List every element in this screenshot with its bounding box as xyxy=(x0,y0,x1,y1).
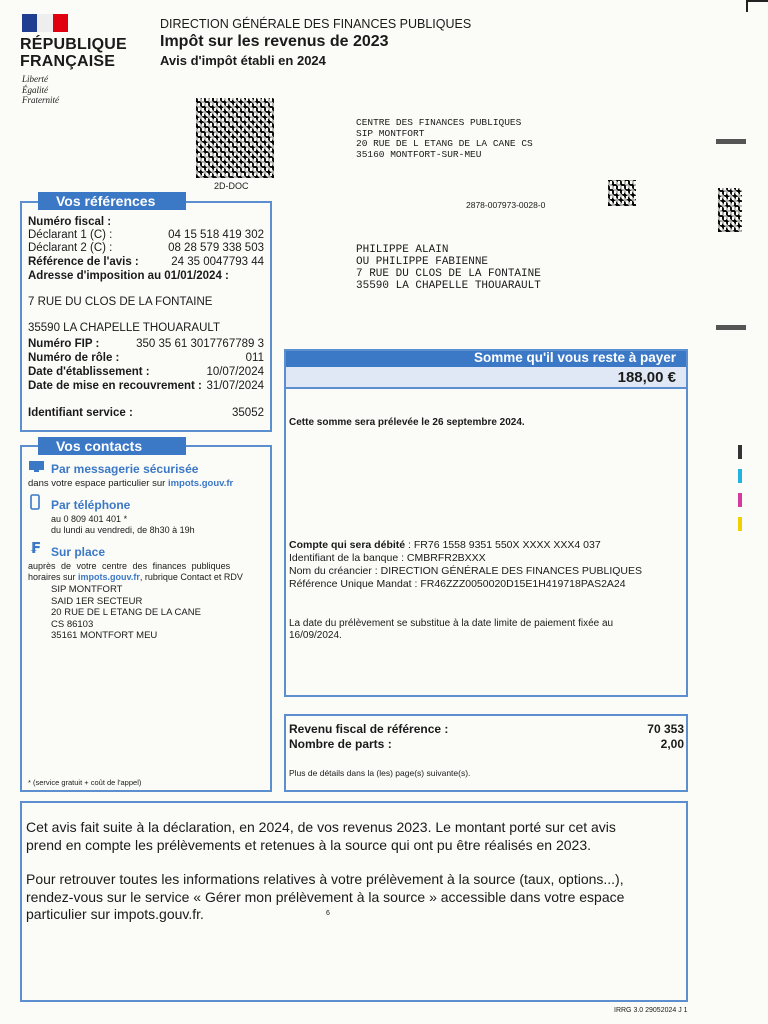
footer-code: IRRG 3.0 29052024 J 1 xyxy=(614,1007,688,1014)
impots-link-place[interactable]: impots.gouv.fr xyxy=(78,572,140,582)
details-note: Plus de détails dans la (les) page(s) suivante(s). xyxy=(289,768,471,778)
notice-paragraph-2: Pour retrouver toutes les informations relatives à votre prélèvement à la source (taux, options...), rendez-vous sur le service « Gérer mon prélèvement à la source » accessible dans votre espace particulier sur impots.gouv.fr. xyxy=(26,871,625,922)
service-label: Identifiant service : xyxy=(28,407,133,419)
adresse-label: Adresse d'imposition au 01/01/2024 : xyxy=(28,270,229,282)
messagerie-title: Par messagerie sécurisée xyxy=(51,462,199,476)
debit-notice: Cette somme sera prélevée le 26 septembre 2024. xyxy=(289,417,525,428)
sender-address: CENTRE DES FINANCES PUBLIQUES SIP MONTFORT 20 RUE DE L ETANG DE LA CANE CS 35160 MONTFORT-SUR-MEU xyxy=(356,117,533,160)
page-title: Impôt sur les revenus de 2023 xyxy=(160,33,389,50)
etab-label: Date d'établissement : xyxy=(28,366,150,378)
creditor-name: Nom du créancier : DIRECTION GÉNÉRALE DES FINANCES PUBLIQUES xyxy=(289,565,643,577)
corner-mark xyxy=(746,0,768,12)
declarant2-value: 08 28 579 338 503 xyxy=(168,242,264,254)
republic-motto: Liberté Égalité Fraternité xyxy=(22,74,59,105)
edge-barcode xyxy=(718,188,742,232)
telephone-number: au 0 809 401 401 * xyxy=(51,514,128,524)
adresse-line1: 7 RUE DU CLOS DE LA FONTAINE xyxy=(28,296,213,308)
numero-fiscal-label: Numéro fiscal : xyxy=(28,216,112,228)
service-value: 35052 xyxy=(232,407,264,419)
debit-account: Compte qui sera débité : FR76 1558 9351 550X XXXX XXX4 037 xyxy=(289,539,601,551)
messagerie-text: dans votre espace particulier sur impots.gouv.fr xyxy=(28,478,234,489)
declarant2-label: Déclarant 2 (C) : xyxy=(28,242,113,254)
contacts-footnote: * (service gratuit + coût de l'appel) xyxy=(28,778,142,787)
role-value: 011 xyxy=(245,352,264,364)
payment-note-line2: 16/09/2024. xyxy=(289,630,342,641)
payment-box xyxy=(284,349,688,697)
recouv-label: Date de mise en recouvrement : xyxy=(28,380,202,392)
2d-doc-barcode xyxy=(196,98,274,178)
phone-icon xyxy=(30,494,40,510)
references-title: Vos références xyxy=(38,192,186,210)
recouv-value: 31/07/2024 xyxy=(206,380,264,392)
office-address: SIP MONTFORT SAID 1ER SECTEUR 20 RUE DE L ETANG DE LA CANE CS 86103 35161 MONTFORT MEU xyxy=(51,584,201,641)
impots-link[interactable]: impots.gouv.fr xyxy=(167,478,234,489)
place-text1: auprès de votre centre des finances publiques xyxy=(28,561,231,571)
barcode-reference: 2878-007973-0028-0 xyxy=(466,200,546,210)
telephone-hours: du lundi au vendredi, de 8h30 à 19h xyxy=(51,525,195,535)
amount-due: 188,00 € xyxy=(617,369,676,386)
parts-label: Nombre de parts : xyxy=(289,737,392,751)
page-subtitle: Avis d'impôt établi en 2024 xyxy=(160,53,326,68)
edge-mark xyxy=(716,325,746,330)
payment-title: Somme qu'il vous reste à payer xyxy=(473,350,676,365)
rfr-label: Revenu fiscal de référence : xyxy=(289,722,449,736)
payment-note-line1: La date du prélèvement se substitue à la date limite de paiement fixée au xyxy=(289,618,614,629)
republic-name: RÉPUBLIQUE FRANÇAISE xyxy=(20,36,127,70)
place-text2: horaires sur impots.gouv.fr, rubrique Contact et RDV xyxy=(28,572,243,582)
contacts-title: Vos contacts xyxy=(38,437,186,455)
agency-name: DIRECTION GÉNÉRALE DES FINANCES PUBLIQUES xyxy=(160,17,472,31)
edge-mark xyxy=(716,139,746,144)
declarant1-label: Déclarant 1 (C) : xyxy=(28,229,113,241)
fip-value: 350 35 61 3017767789 3 xyxy=(136,338,264,350)
notice-paragraph-1: Cet avis fait suite à la déclaration, en 2024, de vos revenus 2023. Le montant porté sur cet avis prend en compte les prélèvements et retenues à la source qui ont pu être réalisés en 2023. xyxy=(26,819,616,853)
bank-identifier: Identifiant de la banque : CMBRFR2BXXX xyxy=(289,552,486,564)
rfr-value: 70 353 xyxy=(647,722,684,736)
declarant1-value: 04 15 518 419 302 xyxy=(168,229,264,241)
small-barcode xyxy=(608,180,636,206)
page-mark: 6 xyxy=(326,910,330,917)
mandate-reference: Référence Unique Mandat : FR46ZZZ0050020D15E1H419718PAS2A24 xyxy=(289,578,626,590)
recipient-address: PHILIPPE ALAIN OU PHILIPPE FABIENNE 7 RUE DU CLOS DE LA FONTAINE 35590 LA CHAPELLE THOUARAULT xyxy=(356,244,541,292)
color-marks xyxy=(738,445,743,535)
parts-value: 2,00 xyxy=(660,737,684,751)
adresse-line2: 35590 LA CHAPELLE THOUARAULT xyxy=(28,322,220,334)
ref-avis-value: 24 35 0047793 44 xyxy=(171,256,264,268)
ref-avis-label: Référence de l'avis : xyxy=(28,256,139,268)
telephone-title: Par téléphone xyxy=(51,498,131,512)
location-icon: ₣ xyxy=(30,539,41,557)
marianne-logo xyxy=(22,14,68,32)
place-title: Sur place xyxy=(51,545,106,559)
fip-label: Numéro FIP : xyxy=(28,338,100,350)
etab-value: 10/07/2024 xyxy=(206,366,264,378)
2d-doc-label: 2D-DOC xyxy=(214,181,249,191)
computer-icon xyxy=(28,460,45,473)
role-label: Numéro de rôle : xyxy=(28,352,120,364)
